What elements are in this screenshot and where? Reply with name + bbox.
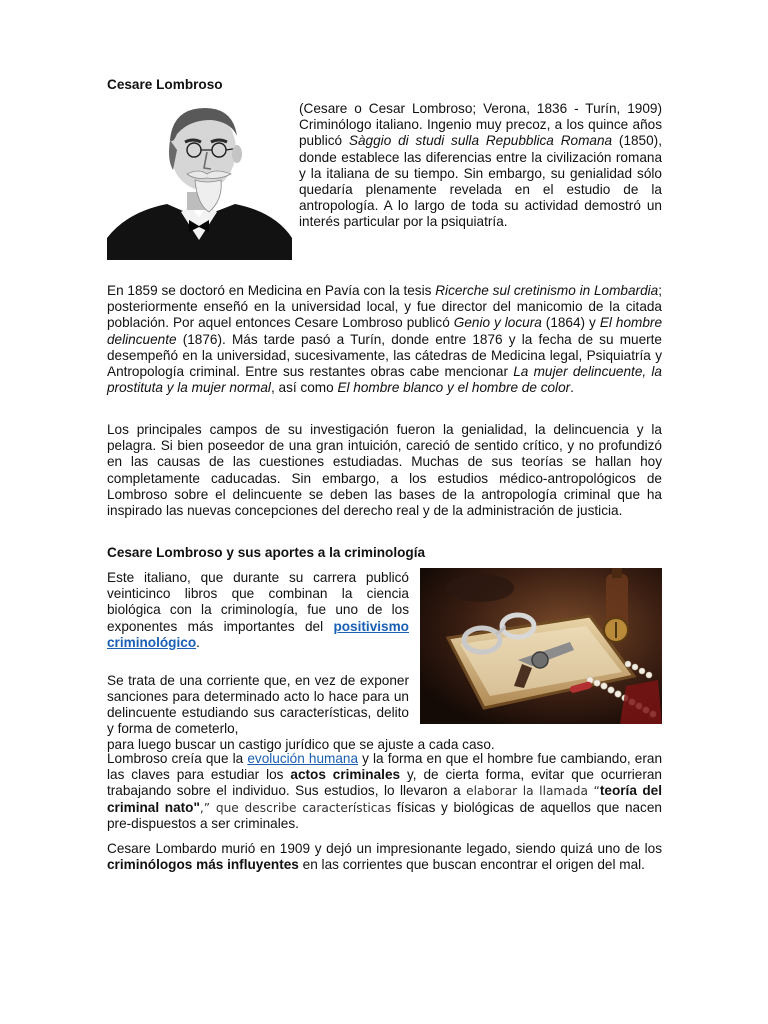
biography-paragraph: En 1859 se doctoró en Medicina en Pavía con la tesis Ricerche sul cretinismo in Lombardia; posteriormente enseñó en la universidad local, y fue director del manicomio de la citada población. Por aquel entonces Cesare Lombroso publicó Genio y locura (1864) y El hombre delincuente (1876). Más tarde pasó a Turín, donde entre 1876 y la fecha de su muerte desempeñó en la universidad, sucesivamente, las cátedras de Medicina legal, Psiquiatría y Antropología criminal. Entre sus restantes obras cabe mencionar La mujer delincuente, la prostituta y la mujer normal, así como El hombre blanco y el hombre de color. bbox=[107, 283, 662, 396]
theory-paragraph: Lombroso creía que la evolución humana y la forma en que el hombre fue cambiando, eran las claves para estudiar los actos criminales y, de cierta forma, evitar que ocurrieran trabajando sobre el individuo. Sus estudios, lo llevaron a elaborar la llamada “teoría del criminal nato",” que describe características físicas y biológicas de aquellos que nacen pre-dispuestos a ser criminales. bbox=[107, 751, 663, 831]
portrait-image bbox=[107, 100, 292, 260]
research-paragraph: Los principales campos de su investigación fueron la genialidad, la delincuencia y la pelagra. Si bien poseedor de una gran intuición, careció de sentido crítico, y no profundizó en las causas de las cuestiones estudiadas. Muchas de sus teorías se hallan hoy completamente caducadas. Sin embargo, a los estudios médico-antropológicos de Lombroso sobre el delincuente se deben las bases de la antropología criminal que ha inspirado las nuevas concepciones del derecho real y de la administración de justicia. bbox=[107, 422, 662, 519]
section-heading: Cesare Lombroso y sus aportes a la criminología bbox=[107, 545, 426, 560]
page-title: Cesare Lombroso bbox=[107, 77, 223, 92]
contributions-paragraph: Este italiano, que durante su carrera publicó veinticinco libros que combinan la ciencia biológica con la criminología, fue uno de los exponentes más importantes del positivismo criminológico. bbox=[107, 570, 409, 650]
legacy-paragraph: Cesare Lombardo murió en 1909 y dejó un impresionante legado, siendo quizá uno de los criminólogos más influyentes en las corrientes que buscan encontrar el origen del mal. bbox=[107, 841, 662, 873]
evolucion-link[interactable]: evolución humana bbox=[247, 751, 359, 766]
positivismo-link[interactable]: positivismo criminológico bbox=[107, 618, 409, 650]
intro-paragraph: (Cesare o Cesar Lombroso; Verona, 1836 - Turín, 1909) Criminólogo italiano. Ingenio muy precoz, a los quince años publicó Sàggio di studi sulla Repubblica Romana (1850), donde establece las diferencias entre la civilización romana y la italiana de su tiempo. Sin embargo, su genialidad sólo quedaría plenamente revelada en el estudio de la antropología. A lo largo de toda su actividad demostró un interés particular por la psiquiatría. bbox=[299, 101, 662, 230]
current-paragraph: Se trata de una corriente que, en vez de exponer sanciones para determinado acto lo hace para un delincuente estudiando sus características, delito y forma de cometerlo, para luego buscar un castigo jurídico que se ajuste a cada caso. bbox=[107, 672, 495, 753]
